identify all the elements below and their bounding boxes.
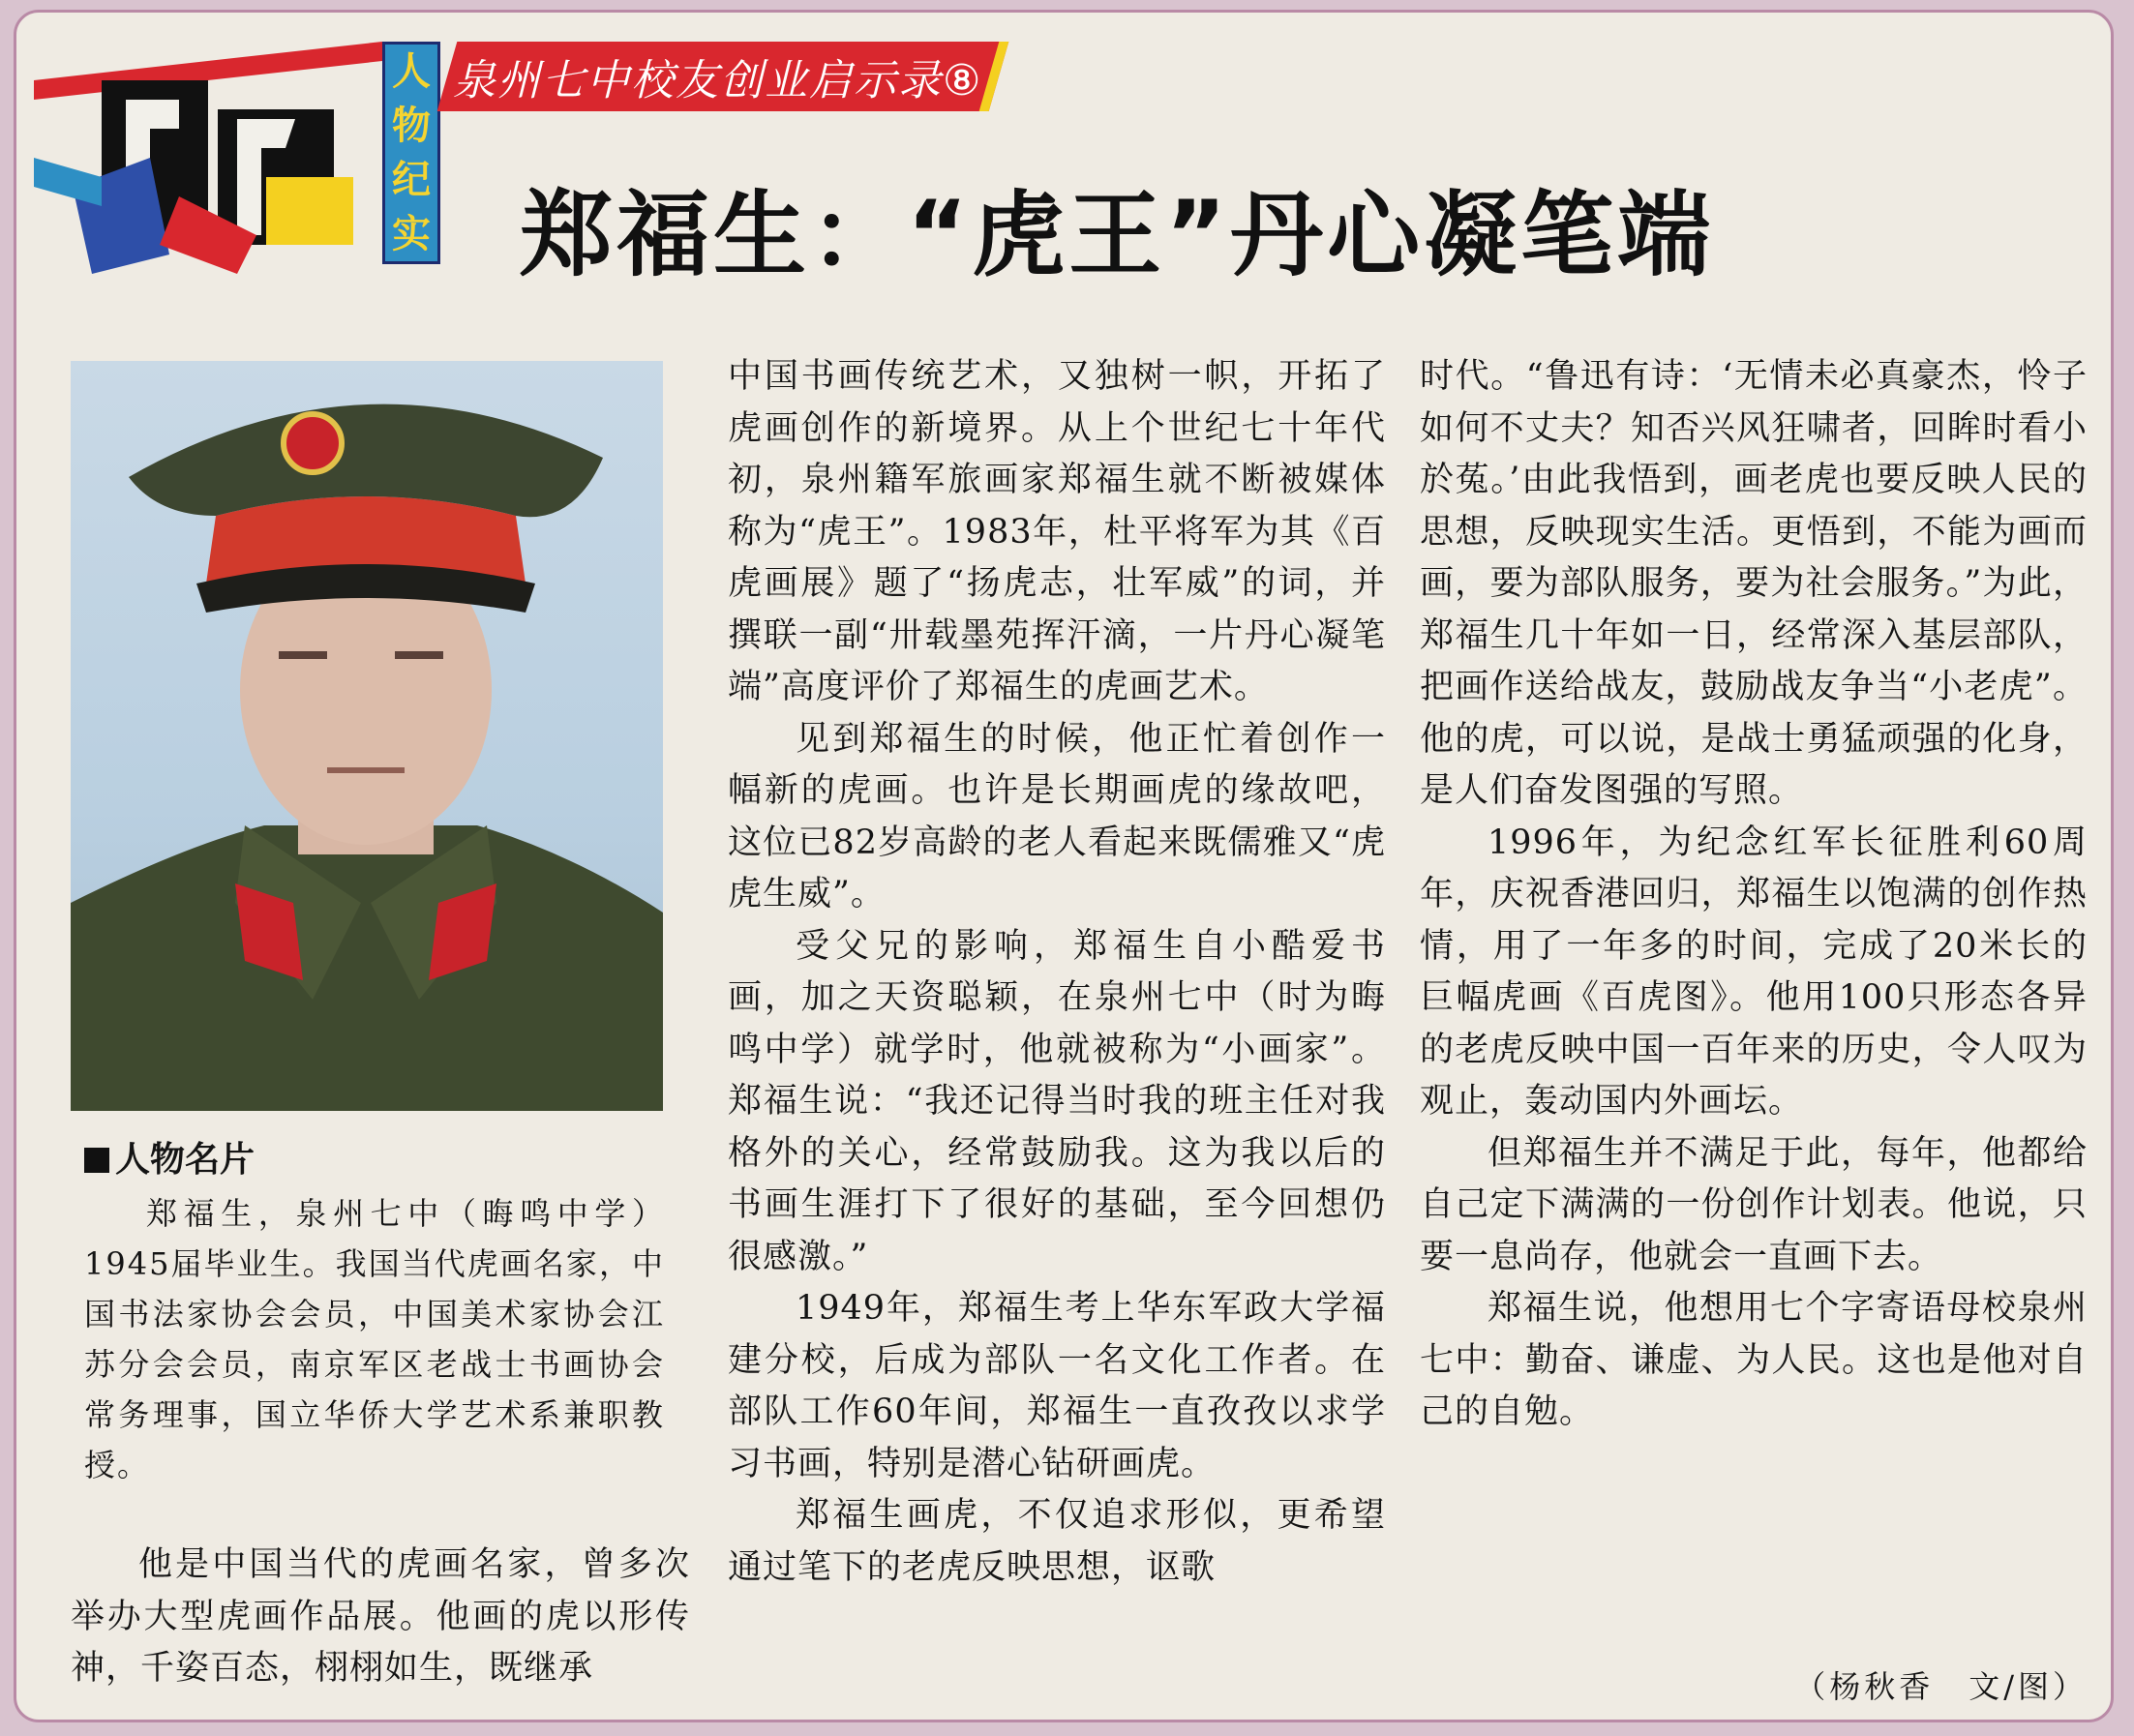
figures-logo-icon (34, 42, 382, 274)
author-credit: （杨秋香 文/图） (1794, 1668, 2088, 1705)
article-column-2 (728, 351, 1386, 1594)
paragraph: 受父兄的影响，郑福生自小酷爱书画，加之天资聪颖，在泉州七中（时为晦鸣中学）就学时，他就被称为“小画家”。郑福生说：“我还记得当时我的班主任对我格外的关心，经常鼓励我。这为我以后的书画生涯打下了很好的基础，至今回想仍很感激。” (728, 926, 1386, 1276)
profile-text: 郑福生，泉州七中（晦鸣中学）1945届毕业生。我国当代虎画名家，中国书法家协会会员，中国美术家协会江苏分会会员，南京军区老战士书画协会常务理事，国立华侨大学艺术系兼职教授。 (84, 1195, 665, 1483)
newspaper-page (14, 10, 2114, 1722)
series-banner (437, 42, 1009, 111)
paragraph: 但郑福生并不满足于此，每年，他都给自己定下满满的一份创作计划表。他说，只要一息尚存，他就会一直画下去。 (1420, 1133, 2088, 1276)
profile-box (84, 1188, 665, 1490)
paragraph: 时代。“鲁迅有诗：‘无情未必真豪杰，怜子如何不丈夫？知否兴风狂啸者，回眸时看小於菟。’由此我悟到，画老虎也要反映人民的思想，反映现实生活。更悟到，不能为画而画，要为部队服务，要为社会服务。”为此，郑福生几十年如一日，经常深入基层部队，把画作送给战友，鼓励战友争当“小老虎”。他的虎，可以说，是战士勇猛顽强的化身，是人们奋发图强的写照。 (1420, 357, 2088, 810)
paragraph: 他是中国当代的虎画名家，曾多次举办大型虎画作品展。他画的虎以形传神，千姿百态，栩栩如生，既继承 (71, 1545, 690, 1688)
article-column-1 (71, 1540, 690, 1695)
series-banner-text: 泉州七中校友创业启示录⑧ (453, 56, 983, 105)
square-bullet-icon (84, 1148, 109, 1173)
tag-char: 人 (392, 49, 431, 94)
tag-char: 纪 (392, 158, 431, 202)
portrait-photo (71, 361, 663, 1111)
paragraph: 1949年，郑福生考上华东军政大学福建分校，后成为部队一名文化工作者。在部队工作60年间，郑福生一直孜孜以求学习书画，特别是潜心钻研画虎。 (728, 1289, 1386, 1483)
tag-char: 物 (392, 104, 431, 148)
paragraph: 郑福生画虎，不仅追求形似，更希望通过笔下的老虎反映思想，讴歌 (728, 1496, 1386, 1587)
headline: 郑福生：“虎王”丹心凝笔端 (520, 181, 1715, 289)
tag-char: 实 (392, 212, 431, 256)
paragraph: 中国书画传统艺术，又独树一帜，开拓了虎画创作的新境界。从上个世纪七十年代初，泉州籍军旅画家郑福生就不断被媒体称为“虎王”。1983年，杜平将军为其《百虎画展》题了“扬虎志，壮军威”的词，并撰联一副“卅载墨苑挥汗滴，一片丹心凝笔端”高度评价了郑福生的虎画艺术。 (728, 357, 1386, 706)
paragraph: 郑福生说，他想用七个字寄语母校泉州七中：勤奋、谦虚、为人民。这也是他对自己的自勉。 (1420, 1289, 2088, 1431)
column-logo (34, 42, 382, 274)
officer-portrait-icon (71, 361, 663, 1111)
vertical-section-tag (382, 42, 440, 264)
article-column-3 (1420, 351, 2088, 1439)
profile-heading (84, 1137, 665, 1183)
paragraph: 1996年，为纪念红军长征胜利60周年，庆祝香港回归，郑福生以饱满的创作热情，用了一年多的时间，完成了20米长的巨幅虎画《百虎图》。他用100只形态各异的老虎反映中国一百年来的历史，令人叹为观止，轰动国内外画坛。 (1420, 823, 2088, 1121)
profile-heading-text: 人物名片 (115, 1140, 255, 1180)
paragraph: 见到郑福生的时候，他正忙着创作一幅新的虎画。也许是长期画虎的缘故吧，这位已82岁高龄的老人看起来既儒雅又“虎虎生威”。 (728, 719, 1386, 913)
